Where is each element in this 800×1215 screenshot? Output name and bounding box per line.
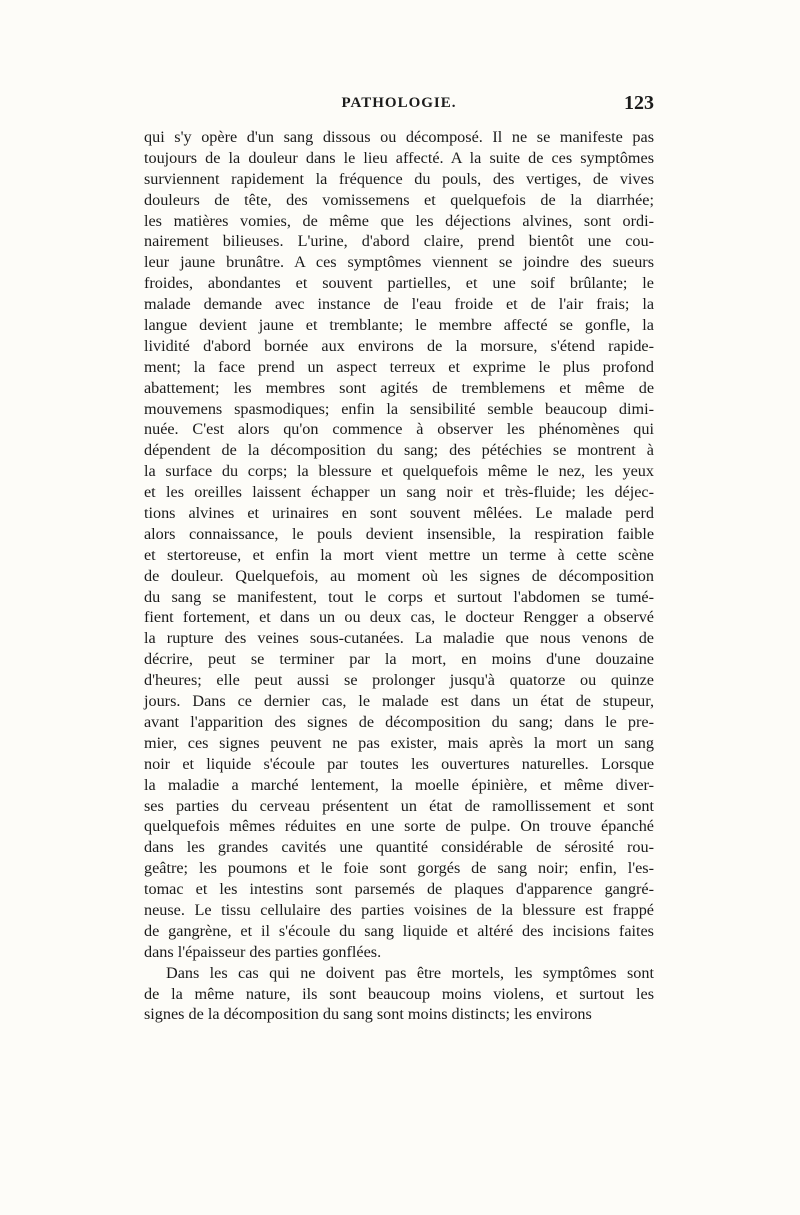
text-line: fient fortement, et dans un ou deux cas, le docteur Rengger a observé (144, 608, 654, 627)
text-line: quelquefois mêmes réduites en une sorte de pulpe. On trouve épanché (144, 817, 654, 836)
text-line: Dans les cas qui ne doivent pas être mortels, les symptômes sont (166, 963, 654, 982)
text-line: décrire, peut se terminer par la mort, en moins d'une douzaine (144, 650, 654, 669)
text-line: alors connaissance, le pouls devient insensible, la respiration faible (144, 524, 654, 543)
text-line: neuse. Le tissu cellulaire des parties voisines de la blessure est frappé (144, 900, 654, 919)
body-text (144, 127, 654, 1025)
text-line: douleurs de tête, des vomissemens et quelquefois de la diarrhée; (144, 190, 654, 209)
paragraph (144, 963, 654, 1026)
text-line: malade demande avec instance de l'eau froide et de l'air frais; la (144, 295, 654, 314)
text-line: leur jaune brunâtre. A ces symptômes viennent se joindre des sueurs (144, 253, 654, 272)
text-line: avant l'apparition des signes de décomposition du sang; dans le pre- (144, 712, 654, 731)
paragraph (144, 127, 654, 963)
text-line: et stertoreuse, et enfin la mort vient mettre un terme à cette scène (144, 545, 654, 564)
text-line: ses parties du cerveau présentent un état de ramollissement et sont (144, 796, 654, 815)
text-line: tions alvines et urinaires en sont souvent mêlées. Le malade perd (144, 504, 654, 523)
text-line: jours. Dans ce dernier cas, le malade est dans un état de stupeur, (144, 692, 654, 711)
text-line: nuée. C'est alors qu'on commence à observer les phénomènes qui (144, 420, 654, 439)
text-line: lividité d'abord bornée aux environs de la morsure, s'étend rapide- (144, 336, 654, 355)
text-line: de gangrène, et il s'écoule du sang liquide et altéré des incisions faites (144, 921, 654, 940)
text-line: ment; la face prend un aspect terreux et exprime le plus profond (144, 357, 654, 376)
text-line: dans les grandes cavités une quantité considérable de sérosité rou- (144, 838, 654, 857)
text-line: dépendent de la décomposition du sang; des pétéchies se montrent à (144, 441, 654, 460)
text-line: abattement; les membres sont agités de tremblemens et même de (144, 378, 654, 397)
text-line: surviennent rapidement la fréquence du pouls, des vertiges, de vives (144, 169, 654, 188)
text-line: la maladie a marché lentement, la moelle épinière, et même diver- (144, 775, 654, 794)
text-line: qui s'y opère d'un sang dissous ou décomposé. Il ne se manifeste pas (144, 128, 654, 146)
text-line: signes de la décomposition du sang sont moins distincts; les environs (144, 1005, 592, 1024)
text-line: de douleur. Quelquefois, au moment où les signes de décomposition (144, 566, 654, 585)
text-line: toujours de la douleur dans le lieu affecté. A la suite de ces symptômes (144, 148, 654, 167)
text-line: les matières vomies, de même que les déjections alvines, sont ordi- (144, 211, 654, 230)
text-line: mouvemens spasmodiques; enfin la sensibilité semble beaucoup dimi- (144, 399, 654, 418)
text-line: d'heures; elle peut aussi se prolonger jusqu'à quatorze ou quinze (144, 671, 654, 690)
running-head (144, 92, 654, 119)
text-line: tomac et les intestins sont parsemés de plaques d'apparence gangré- (144, 880, 654, 899)
text-line: la surface du corps; la blessure et quelquefois même le nez, les yeux (144, 462, 654, 481)
text-line: nairement bilieuses. L'urine, d'abord claire, prend bientôt une cou- (144, 232, 654, 251)
text-line: langue devient jaune et tremblante; le membre affecté se gonfle, la (144, 316, 654, 335)
text-line: de la même nature, ils sont beaucoup moins violens, et surtout les (144, 984, 654, 1003)
text-line: et les oreilles laissent échapper un sang noir et très-fluide; les déjec- (144, 483, 654, 502)
text-line: mier, ces signes peuvent ne pas exister, mais après la mort un sang (144, 733, 654, 752)
running-title: PATHOLOGIE. (341, 95, 457, 111)
text-line: du sang se manifestent, tout le corps et surtout l'abdomen se tumé- (144, 587, 654, 606)
page-number: 123 (624, 92, 654, 114)
text-line: froides, abondantes et souvent partielles, et une soif brûlante; le (144, 274, 654, 293)
text-line: dans l'épaisseur des parties gonflées. (144, 942, 382, 961)
text-line: noir et liquide s'écoule par toutes les ouvertures naturelles. Lorsque (144, 754, 654, 773)
text-line: la rupture des veines sous-cutanées. La maladie que nous venons de (144, 629, 654, 648)
text-line: geâtre; les poumons et le foie sont gorgés de sang noir; enfin, l'es- (144, 859, 654, 878)
